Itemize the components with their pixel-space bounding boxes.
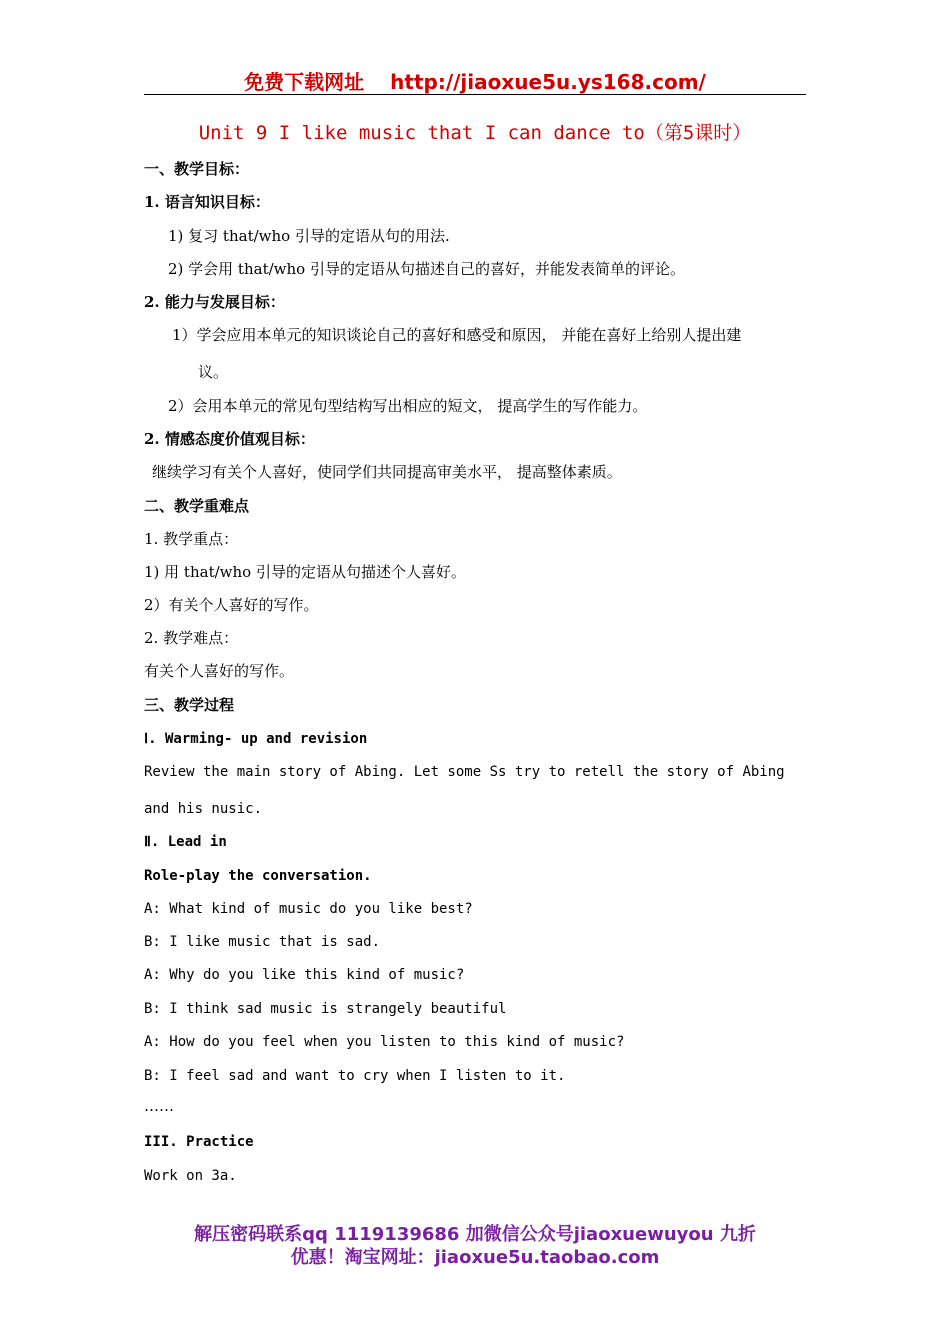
list-item: 1）学会应用本单元的知识谈论自己的喜好和感受和原因， 并能在喜好上给别人提出建 (172, 326, 742, 344)
dialogue-line: B: I think sad music is strangely beautiful (144, 1001, 507, 1017)
section-heading-objectives: 一、教学目标： (144, 160, 250, 178)
list-item: 2）有关个人喜好的写作。 (144, 596, 319, 614)
list-item: 2) 学会用 that/who 引导的定语从句描述自己的喜好，并能发表简单的评论。 (168, 260, 685, 278)
header-label: 免费下载网址 (244, 70, 365, 94)
paragraph: and his nusic. (144, 801, 263, 817)
step-heading-warming-up: Ⅰ. Warming- up and revision (144, 731, 368, 747)
step-heading-practice: III. Practice (144, 1134, 254, 1150)
subheading-difficulty: 2. 教学难点： (144, 629, 239, 647)
list-item: 1) 用 that/who 引导的定语从句描述个人喜好。 (144, 563, 466, 581)
dialogue-line: A: Why do you like this kind of music? (144, 967, 465, 983)
paragraph: 继续学习有关个人喜好，使同学们共同提高审美水平， 提高整体素质。 (152, 463, 622, 481)
paragraph: Review the main story of Abing. Let some Ss try to retell the story of Abing (144, 764, 785, 780)
instruction: Role-play the conversation. (144, 868, 372, 884)
section-heading-process: 三、教学过程 (144, 696, 235, 714)
list-item: 1) 复习 that/who 引导的定语从句的用法. (168, 227, 450, 245)
list-item-continuation: 议。 (198, 363, 229, 381)
list-item: 2）会用本单元的常见句型结构写出相应的短文， 提高学生的写作能力。 (168, 397, 648, 415)
paragraph: 有关个人喜好的写作。 (144, 662, 295, 680)
footer-line-2: 优惠！淘宝网址：jiaoxue5u.taobao.com (290, 1247, 660, 1268)
header-url-link[interactable]: http://jiaoxue5u.ys168.com/ (390, 70, 706, 94)
subheading-key-point: 1. 教学重点： (144, 530, 239, 548)
dialogue-line: B: I like music that is sad. (144, 934, 381, 950)
dialogue-line: A: What kind of music do you like best? (144, 901, 473, 917)
subheading-knowledge: 1. 语言知识目标： (144, 193, 270, 211)
subheading-ability: 2. 能力与发展目标： (144, 293, 285, 311)
header-divider (144, 94, 806, 95)
footer-line-1: 解压密码联系qq 1119139686 加微信公众号jiaoxuewuyou 九折 (194, 1224, 756, 1245)
subheading-attitude: 2. 情感态度价值观目标： (144, 430, 315, 448)
section-heading-key-points: 二、教学重难点 (144, 497, 250, 515)
page-title: Unit 9 I like music that I can dance to（第5课时） (198, 122, 752, 144)
dialogue-line: B: I feel sad and want to cry when I listen to it. (144, 1068, 566, 1084)
ellipsis: …… (144, 1097, 174, 1115)
header-banner (144, 66, 806, 94)
step-heading-lead-in: Ⅱ. Lead in (144, 834, 227, 850)
dialogue-line: A: How do you feel when you listen to this kind of music? (144, 1034, 625, 1050)
instruction: Work on 3a. (144, 1168, 237, 1184)
